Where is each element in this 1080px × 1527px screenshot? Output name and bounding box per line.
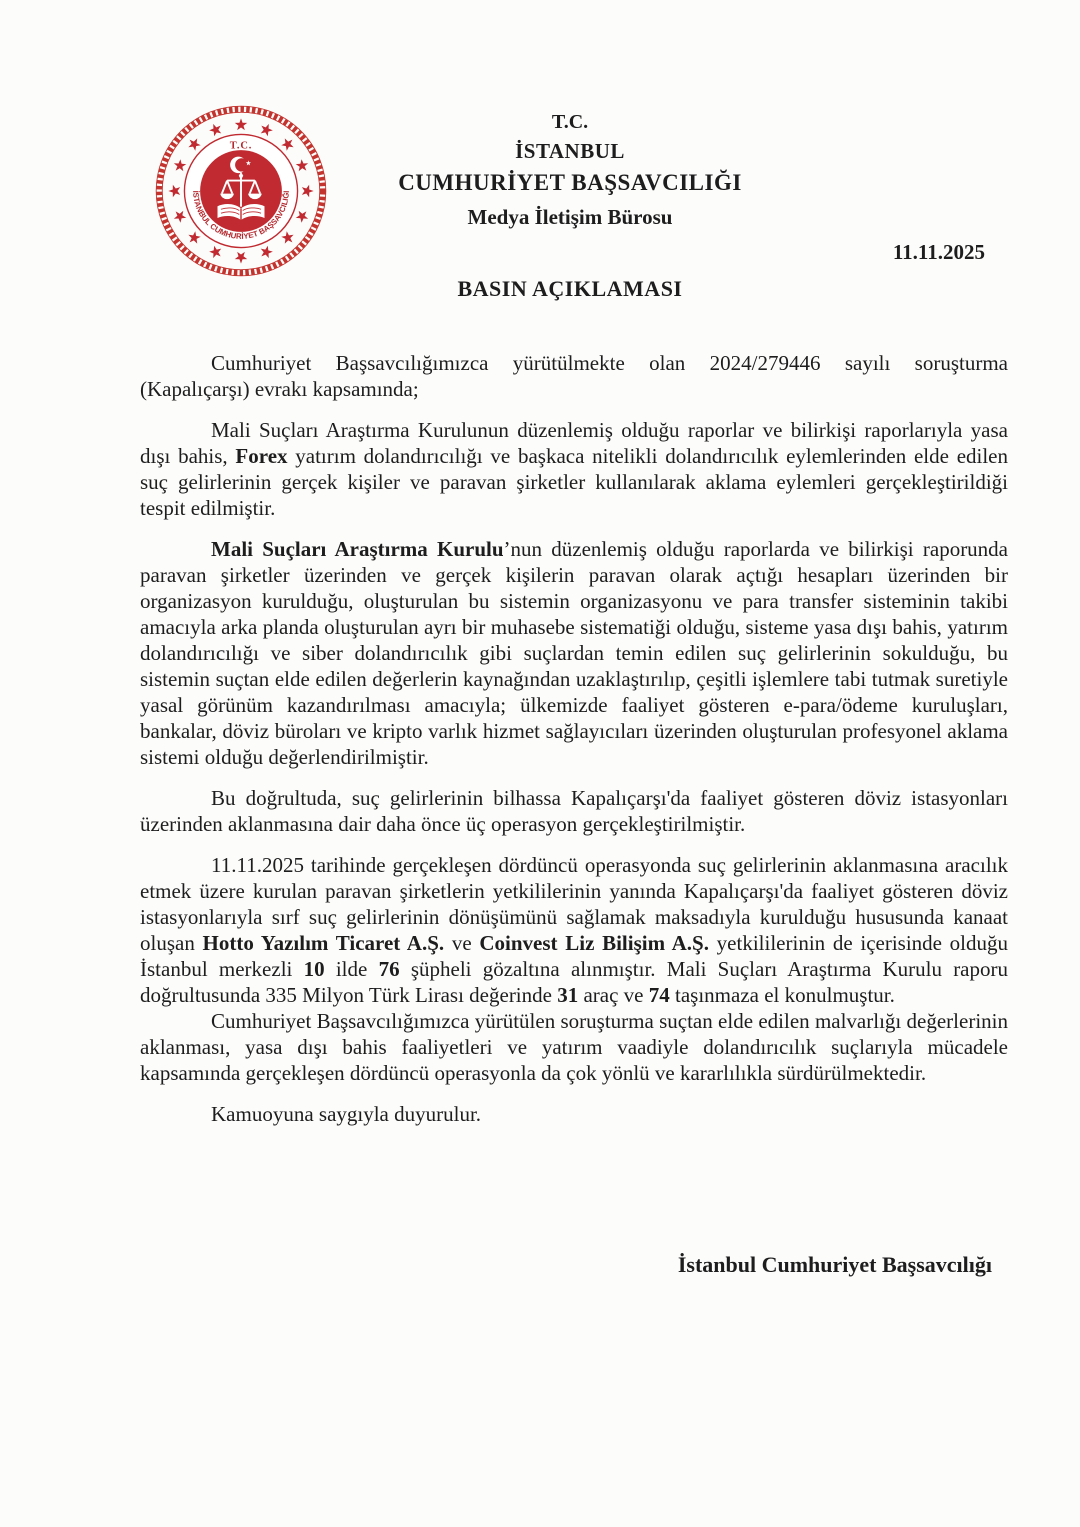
paragraph: Bu doğrultuda, suç gelirlerinin bilhassa Kapalıçarşı'da faaliyet gösteren döviz istasyonları üzerinden aklanmasına dair daha önce üç operasyon gerçekleştirilmiştir.	[140, 786, 1008, 836]
paragraph: Cumhuriyet Başsavcılığımızca yürütülen soruşturma suçtan elde edilen malvarlığı değerlerinin aklanması, yasa dışı bahis faaliyetleri ve yatırım vaadiyle dolandırıcılık suçlarıyla mücadele kapsamında gerçekleşen dördüncü operasyonla da çok yönlü ve kararlılıkla sürdürülmektedir.	[140, 1009, 1008, 1085]
paragraph: Mali Suçları Araştırma Kurulu’nun düzenlemiş olduğu raporlarda ve bilirkişi raporunda paravan şirketler üzerinden ve gerçek kişilerin paravan olarak açtığı hesapları üzerinden bir organizasyon kurulduğu, oluşturulan bu sistemin organizasyonu ve para transfer sisteminin takibi amacıyla arka planda oluşturulan ayrı bir muhasebe sistematiği olduğu, sisteme yasa dışı bahis, yatırım dolandırıcılığı ve siber dolandırıcılık gibi suçlardan temin edilen suç gelirlerinin sokulduğu, bu sistemin suçtan elde edilen değerlerin kaynağından uzaklaştırılıp, çeşitli işlemlere tabi tutmak suretiyle yasal görünüm kazandırılması amacıyla; ülkemizde faaliyet gösteren e-para/ödeme kuruluşları, bankalar, döviz büroları ve kripto varlık hizmet sağlayıcıları üzerinden oluşturulan profesyonel aklama sistemi olduğu değerlendirilmiştir.	[140, 537, 1009, 769]
letterhead-city: İSTANBUL	[515, 139, 625, 163]
letterhead-tc: T.C.	[551, 111, 589, 133]
paragraph: 11.11.2025 tarihinde gerçekleşen dördüncü operasyonda suç gelirlerinin aklanmasına aracılık etmek üzere kurulan paravan şirketlerin yetkililerinin yanında Kapalıçarşı'da faaliyet gösteren döviz istasyonlarıyla sırf suç gelirlerinin dönüşümünü sağlamak maksadıyla kurulduğu hususunda kanaat oluşan Hotto Yazılım Ticaret A.Ş. ve Coinvest Liz Bilişim A.Ş. yetkililerinin de içerisinde olduğu İstanbul merkezli 10 ilde 76 şüpheli gözaltına alınmıştır. Mali Suçları Araştırma Kurulu raporu doğrultusunda 335 Milyon Türk Lirası değerinde 31 araç ve 74 taşınmaza el konulmuştur.	[140, 853, 1009, 1007]
document-title: BASIN AÇIKLAMASI	[457, 276, 683, 301]
letterhead-bureau: Medya İletişim Bürosu	[467, 205, 673, 229]
emblem-ring-text: İSTANBUL CUMHURİYET BAŞSAVCILIĞI	[191, 190, 291, 241]
signature-line: İstanbul Cumhuriyet Başsavcılığı	[677, 1252, 992, 1277]
letterhead	[210, 112, 930, 228]
paragraph: Kamuoyuna saygıyla duyurulur.	[211, 1102, 482, 1126]
paragraph: Cumhuriyet Başsavcılığımızca yürütülmekte olan 2024/279446 sayılı soruşturma (Kapalıçarşı) evrakı kapsamında;	[140, 351, 1008, 401]
paragraph: Mali Suçları Araştırma Kurulunun düzenlemiş olduğu raporlar ve bilirkişi raporlarıyla yasa dışı bahis, Forex yatırım dolandırıcılığı ve başkaca nitelikli dolandırıcılık eylemlerinden elde edilen suç gelirlerinin gerçek kişiler ve paravan şirketler kullanılarak aklama eylemleri gerçekleştirildiği tespit edilmiştir.	[140, 418, 1009, 520]
document-body	[140, 350, 1008, 1142]
emblem-tc-label: T.C.	[229, 140, 253, 152]
document-date: 11.11.2025	[892, 240, 985, 264]
letterhead-office: CUMHURİYET BAŞSAVCILIĞI	[398, 170, 742, 195]
